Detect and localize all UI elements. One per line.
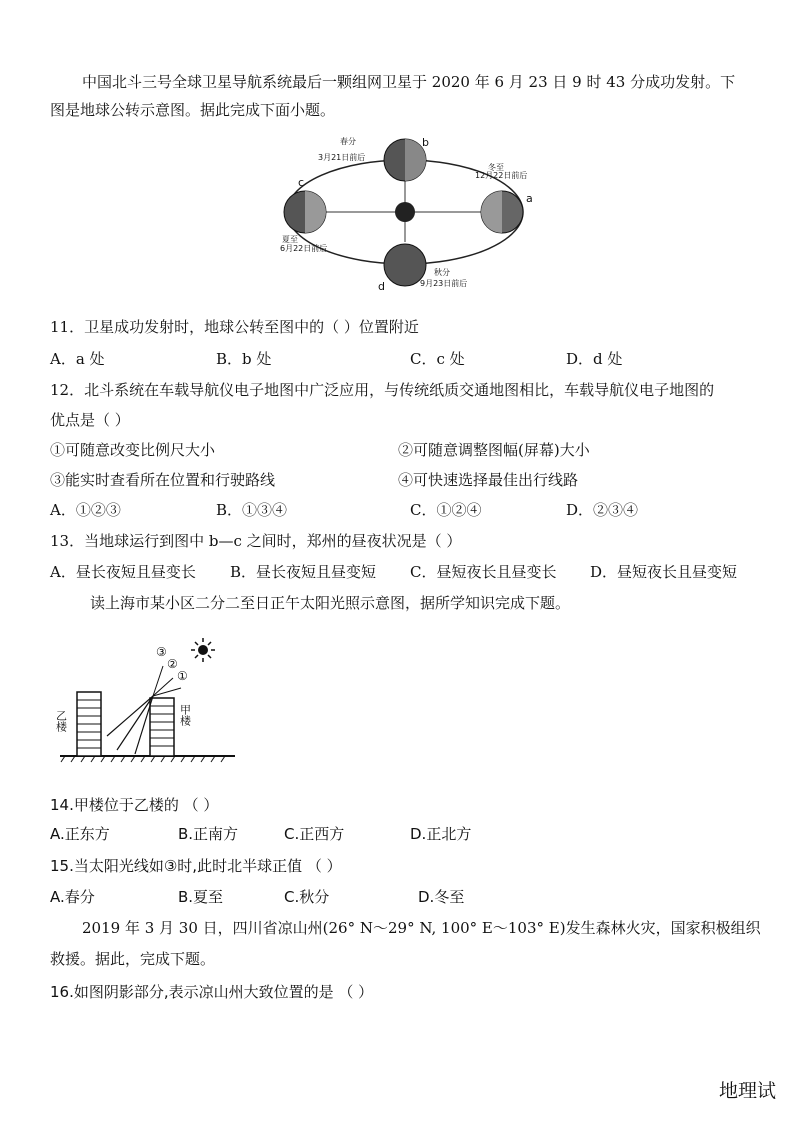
q12-option-c: C．①②④ <box>410 501 482 519</box>
q14-stem: 14.甲楼位于乙楼的 （ ） <box>50 796 219 814</box>
q12-item-2: ②可随意调整图幅(屏幕)大小 <box>398 441 590 459</box>
label-autumn-date: 9月23日前后 <box>420 279 468 288</box>
q12-option-b: B．①③④ <box>216 501 288 519</box>
page-footer-subject: 地理试 <box>718 1080 776 1102</box>
q14-option-a: A.正东方 <box>50 825 110 843</box>
label-summer-date: 6月22日前后 <box>280 244 328 253</box>
q11-option-a: A．a 处 <box>50 350 105 368</box>
q11-option-b: B．b 处 <box>216 350 272 368</box>
building-label-yi: 乙楼 <box>55 710 68 732</box>
q12-item-4: ④可快速选择最佳出行线路 <box>398 471 579 489</box>
q12-option-a: A．①②③ <box>50 501 121 519</box>
label-b: b <box>422 136 429 149</box>
intro-paragraph-line2: 图是地球公转示意图。据此完成下面小题。 <box>50 101 336 119</box>
q16-stem: 16.如图阴影部分,表示凉山州大致位置的是 （ ） <box>50 983 374 1001</box>
building-yi <box>77 692 101 756</box>
intro-paragraph-line1: 中国北斗三号全球卫星导航系统最后一颗组网卫星于 2020 年 6 月 23 日 9 时 43 分成功发射。下 <box>82 73 736 91</box>
q15-option-c: C.秋分 <box>284 888 330 906</box>
earth-revolution-diagram <box>270 130 550 300</box>
label-a: a <box>526 192 533 205</box>
q14-option-c: C.正西方 <box>284 825 345 843</box>
sun <box>395 202 415 222</box>
q14-option-b: B.正南方 <box>178 825 239 843</box>
label-spring: 春分 <box>340 137 356 146</box>
label-winter-date: 12月22日前后 <box>475 171 528 180</box>
label-d: d <box>378 280 385 293</box>
q13-option-c: C．昼短夜长且昼变长 <box>410 563 557 581</box>
label-summer: 夏至 <box>282 235 298 244</box>
q15-option-a: A.春分 <box>50 888 95 906</box>
q15-stem: 15.当太阳光线如③时,此时北半球正值 （ ） <box>50 857 342 875</box>
q13-stem: 13．当地球运行到图中 b—c 之间时，郑州的昼夜状况是（ ） <box>50 532 462 550</box>
building-jia <box>150 698 174 756</box>
ray-label-2: ② <box>167 657 178 671</box>
label-c: c <box>298 176 305 189</box>
ray-label-1: ① <box>177 669 188 683</box>
sunlight-building-diagram <box>55 632 245 772</box>
ray-label-3: ③ <box>156 645 167 659</box>
q15-option-b: B.夏至 <box>178 888 224 906</box>
q12-item-1: ①可随意改变比例尺大小 <box>50 441 216 459</box>
label-spring-date: 3月21日前后 <box>318 153 366 162</box>
q12-option-d: D．②③④ <box>566 501 639 519</box>
q15-option-d: D.冬至 <box>418 888 465 906</box>
q14-option-d: D.正北方 <box>410 825 472 843</box>
q13-option-b: B．昼长夜短且昼变短 <box>230 563 377 581</box>
q12-stem-line2: 优点是（ ） <box>50 411 130 429</box>
q13-option-a: A．昼长夜短且昼变长 <box>50 563 196 581</box>
q12-stem-line1: 12．北斗系统在车载导航仪电子地图中广泛应用，与传统纸质交通地图相比，车载导航仪电子地图的 <box>50 381 715 399</box>
building-label-jia: 甲楼 <box>178 704 192 726</box>
intro-paragraph-3-line2: 救援。据此，完成下题。 <box>50 950 216 968</box>
sun-icon <box>191 638 215 662</box>
q12-item-3: ③能实时查看所在位置和行驶路线 <box>50 471 276 489</box>
intro-paragraph-2: 读上海市某小区二分二至日正午太阳光照示意图，据所学知识完成下题。 <box>90 594 571 612</box>
q13-option-d: D．昼短夜长且昼变短 <box>590 563 738 581</box>
q11-option-c: C．c 处 <box>410 350 465 368</box>
intro-paragraph-3-line1: 2019 年 3 月 30 日，四川省凉山州(26° N～29° N, 100° E～103° E)发生森林火灾，国家积极组织 <box>82 919 761 937</box>
label-autumn: 秋分 <box>434 268 450 277</box>
label-winter: 冬至 <box>488 163 504 172</box>
q11-stem: 11．卫星成功发射时，地球公转至图中的（ ）位置附近 <box>50 318 419 336</box>
q11-option-d: D．d 处 <box>566 350 623 368</box>
